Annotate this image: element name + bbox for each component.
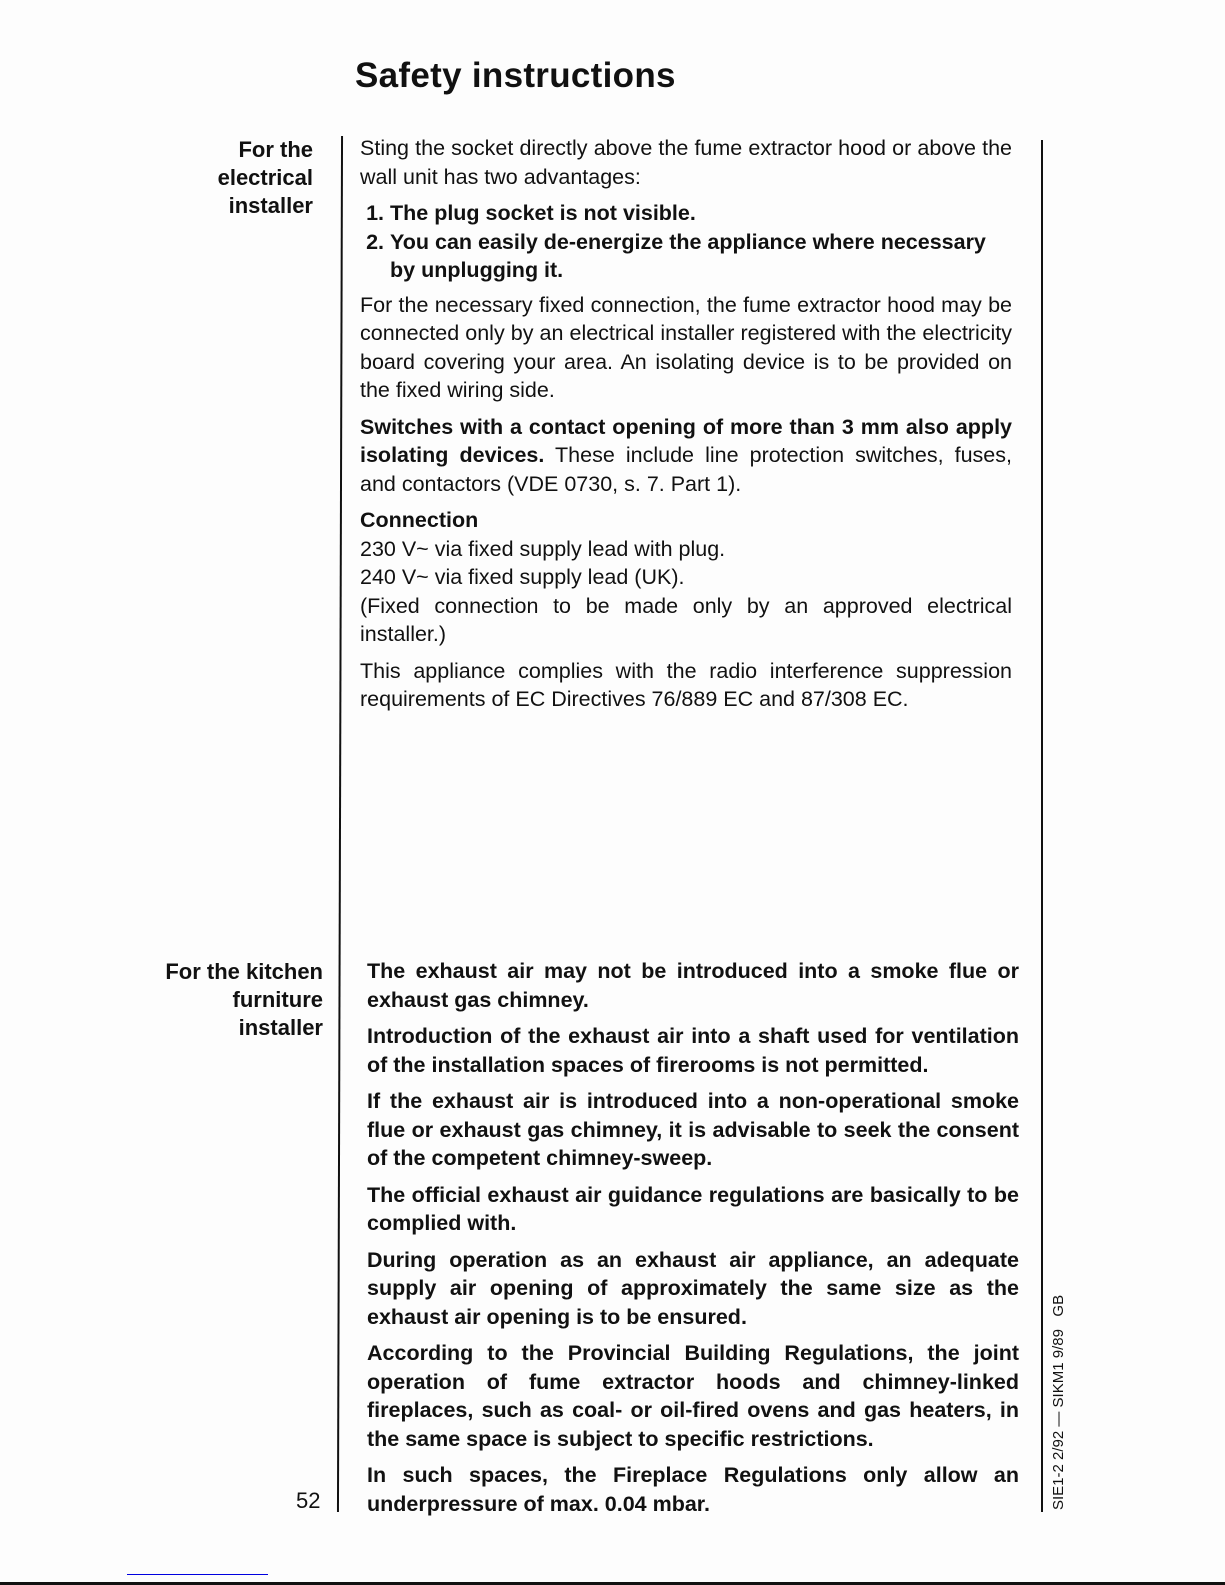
right-divider xyxy=(1041,140,1043,1512)
label-line: installer xyxy=(238,1015,323,1040)
document-code: SIE1-2 2/92 — SIKM1 9/89 GB xyxy=(1050,1294,1067,1510)
paragraph: In such spaces, the Fireplace Regulations only allow an underpressure of max. 0.04 mbar. xyxy=(367,1463,1019,1516)
connection-heading: Connection xyxy=(360,508,479,532)
label-line: electrical xyxy=(217,165,313,190)
paragraph: According to the Provincial Building Regulations, the joint operation of fume extractor hoods and chimney-linked fireplaces, such as coal- or oil-fired ovens and gas heaters, in the same space is subject to specific restrictions. xyxy=(367,1341,1019,1451)
section-label-electrical xyxy=(150,136,313,220)
switches-bold: Switches with a contact opening of more than 3 mm also apply isolating devices. xyxy=(360,414,1012,467)
paragraph: During operation as an exhaust air appliance, an adequate supply air opening of approximately the same size as the exhaust air opening is to be ensured. xyxy=(367,1247,1019,1329)
electrical-section xyxy=(360,134,1012,722)
label-line: For the kitchen xyxy=(165,959,323,984)
compliance-text: This appliance complies with the radio interference suppression requirements of EC Directives 76/889 EC and 87/308 EC. xyxy=(360,658,1012,711)
connection-line: 240 V~ via fixed supply lead (UK). xyxy=(360,565,685,589)
paragraph: The official exhaust air guidance regulations are basically to be complied with. xyxy=(367,1182,1019,1235)
kitchen-section xyxy=(367,957,1019,1526)
intro-text: Sting the socket directly above the fume extractor hood or above the wall unit has two advantages: xyxy=(360,136,1012,189)
paragraph: Introduction of the exhaust air into a shaft used for ventilation of the installation spaces of firerooms is not permitted. xyxy=(367,1024,1019,1077)
paragraph: The exhaust air may not be introduced into a smoke flue or exhaust gas chimney. xyxy=(367,959,1019,1012)
page-title: Safety instructions xyxy=(355,56,676,95)
connection-line: 230 V~ via fixed supply lead with plug. xyxy=(360,536,726,561)
section-label-kitchen xyxy=(120,958,323,1042)
switches-rest: These include line protection switches, fuses, and contactors (VDE 0730, s. 7. Part 1). xyxy=(360,443,1012,496)
list-item: 1. The plug socket is not visible. xyxy=(390,199,1012,228)
left-divider xyxy=(337,136,343,1512)
link-underline xyxy=(127,1574,268,1575)
label-line: installer xyxy=(228,193,313,218)
fixed-connection-text: For the necessary fixed connection, the fume extractor hood may be connected only by an electrical installer registered with the electricity board covering your area. An isolating device is to be provided on the fixed wiring side. xyxy=(360,292,1012,402)
connection-line: (Fixed connection to be made only by an approved electrical installer.) xyxy=(360,593,1012,646)
advantages-list xyxy=(360,199,1012,285)
label-line: For the xyxy=(238,137,313,162)
label-line: furniture xyxy=(232,987,323,1012)
page-number: 52 xyxy=(296,1488,321,1513)
list-item: 2. You can easily de-energize the appliance where necessary by unplugging it. xyxy=(390,228,1012,285)
switches-text xyxy=(360,413,1012,499)
paragraph: If the exhaust air is introduced into a non-operational smoke flue or exhaust gas chimney, it is advisable to seek the consent of the competent chimney-sweep. xyxy=(367,1089,1019,1170)
